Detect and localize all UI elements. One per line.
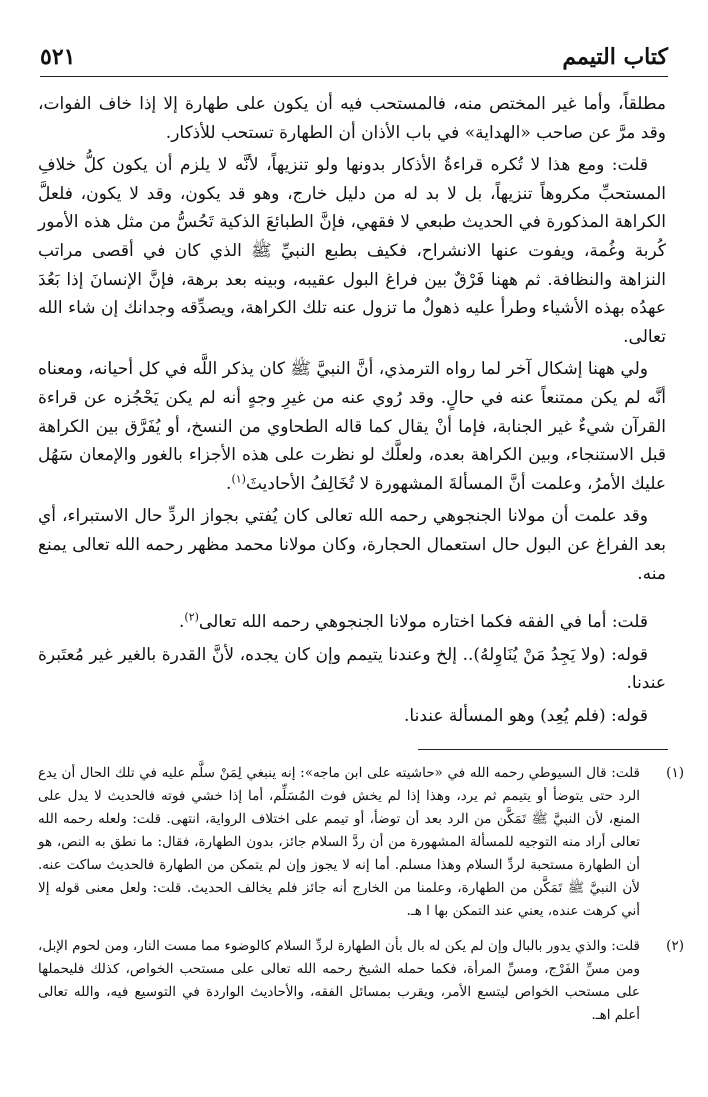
footnote (38, 762, 684, 923)
paragraph-text: ولي ههنا إشكال آخر لما رواه الترمذي، أنَّ النبيَّ ﷺ كان يذكر اللَّه في كل أحيانه، ومعناه أنَّه لم يكن ممتنعاً عنه في حالٍ. وقد رُوي عنه من غيرِ وجهٍ أنه لم يكن يَحْجُزه عن قراءة القرآن شيءٌ غير الجنابة، فإما أنْ يقال كما قاله الطحاوي من النسخ، أو يُفَرَّق بين الكراهة قبل الاستنجاء، وبين الكراهة بعده، ولعلَّك لو نظرت على هذه الأجزاء بالغور والإمعان سَهُل عليك الأمرُ، وعلمت أنَّ المسألةَ المشهورة لا تُخَالِفُ الأحاديثَ (38, 359, 666, 494)
paragraph: وقد علمت أن مولانا الجنجوهي رحمه الله تعالى كان يُفتي بجواز الردِّ حال الاستبراء، أي بعد الفراغ عن البول حال استعمال الحجارة، وكان مولانا محمد مظهر رحمه الله تعالى يمنع منه. (38, 506, 666, 584)
paragraph: ولي ههنا إشكال آخر لما رواه الترمذي، أنَّ النبيَّ ﷺ كان يذكر اللَّه في كل أحيانه، ومعناه أنَّه لم يكن ممتنعاً عنه في حالٍ. وقد رُوي عنه من غيرِ وجهٍ أنه لم يكن يَحْجُزه عن قراءة القرآن شيءٌ غير الجنابة، فإما أنْ يقال كما قاله الطحاوي من النسخ، أو يُفَرَّق بين الكراهة قبل الاستنجاء، وبين الكراهة بعده، ولعلَّك لو نظرت على هذه الأجزاء بالغور والإمعان سَهُل عليك الأمرُ، وعلمت أنَّ المسألةَ المشهورة لا تُخَالِفُ الأحاديثَ$^{(١)}$. (38, 359, 666, 494)
footnote-separator (418, 749, 668, 750)
paragraph: مطلقاً، وأما غير المختص منه، فالمستحب فيه أن يكون على طهارة إلا إذا خاف الفوات، وقد مرَّ عن صاحب «الهداية» في باب الأذان أن الطهارة تستحب للأذكار. (38, 94, 666, 143)
footnote-ref: (٢) (184, 610, 199, 624)
paragraph: قوله: (ولا يَجِدُ مَنْ يُنَاوِلهُ).. إلخ وعندنا يتيمم وإن كان يجده، لأنَّ القدرة بالغير غير مُعتَبرة عندنا. (38, 644, 666, 694)
main-text (38, 90, 666, 734)
paragraph-text: قلت: أما في الفقه فكما اختاره مولانا الجنجوهي رحمه الله تعالى (198, 612, 648, 633)
footnote-number: (٢) (666, 938, 684, 954)
chapter-title: كتاب التيمم (562, 44, 668, 70)
paragraph: قلت: أما في الفقه فكما اختاره مولانا الجنجوهي رحمه الله تعالى$^{(٢)}$. (179, 610, 648, 633)
page-header (40, 38, 668, 77)
page-number: ٥٢١ (40, 44, 76, 70)
paragraph: قلت: ومع هذا لا تُكره قراءةُ الأذكار بدونها ولو تنزيهاً، لأنَّه لا يلزم أن يكون كلُّ خلافِ المستحبِّ مكروهاً تنزيهاً، بل لا بد له من دليل خارج، وهو قد يكون، وقد لا يكون، فلعلَّ الكراهة المذكورة في الحديث طبعي لا فقهي، فإنَّ الطبائعَ الذكية تَحُسُّ من مثل هذه الأمور كُربة وغُمة، ويفوت عنها الانشراح، فكيف بطبع النبيِّ ﷺ الذي كان في أقصى مراتب النزاهة والنظافة. ثم ههنا فَرْقٌ بين فراغ البول عقيبه، وبينه بعد برهة، فإنَّ الإنسانَ إذا بَعُدَ عهدُه بهذه الأشياء وطرأ عليه ذهولٌ ما تزول عنه تلك الكراهة، ويصدِّقه وجدانك إن شاء الله تعالى. (38, 155, 666, 347)
footnote-ref: (١) (231, 472, 246, 486)
footnotes (38, 762, 684, 1039)
footnote-text: قلت: قال السيوطي رحمه الله في «حاشيته على ابن ماجه»: إنه ينبغي لِمَنْ سلَّم عليه في تلك الحال أن يدع الرد حتى يتوضأ أو يتيمم ثم يرد، وهذا إذا لم يخش فوت المُسَلِّم، أما إذا خشي فوته فالحديث لا يدل على المنع، لأن النبيَّ ﷺ تَمَكَّن من الرد بعد أن توضأ، أو تيمم على اختلاف الرواية، انتهى. قلت: ولعله رحمه الله تعالى أراد منه التوجيه للمسألة المشهورة من أن ردَّ السلام جائز، بدون الطهارة، فقال: ما نطق به النص، هو أن الطهارة مستحبة لردِّ السلام وهذا مسلم. أما إنه لا يجوز وإن لم يتمكن من الطهارة فالحديث ساكت عنه. لأن النبيَّ ﷺ تَمَكَّن من الطهارة، وعلمنا من الخارج أنه جائز فلم يخالف الحديث. قلت: ولعل معنى قوله إلا أني كرهت عنده، يعني عند التمكن بها ا هـ. (38, 765, 640, 919)
footnote-text: قلت: والذي يدور بالبال وإن لم يكن له بال بأن الطهارة لردِّ السلام كالوضوء مما مست النار، ومن لحوم الإبل، ومن مسِّ الفَرْج، ومسِّ المرأة، فكما حمله الشيخ رحمه الله تعالى على مستحب الخواص، كذلك فليحملها على مستحب الخواص ليتسع الأمر، ويقرب بمسائل الفقه، والأحاديث الواردة في التوسيع فيه، والله تعالى أعلم اهـ. (38, 938, 640, 1023)
footnote-number: (١) (666, 765, 684, 781)
footnote (38, 935, 684, 1027)
spacer (38, 592, 666, 608)
paragraph: قوله: (فلم يُعِد) وهو المسألة عندنا. (404, 705, 648, 726)
